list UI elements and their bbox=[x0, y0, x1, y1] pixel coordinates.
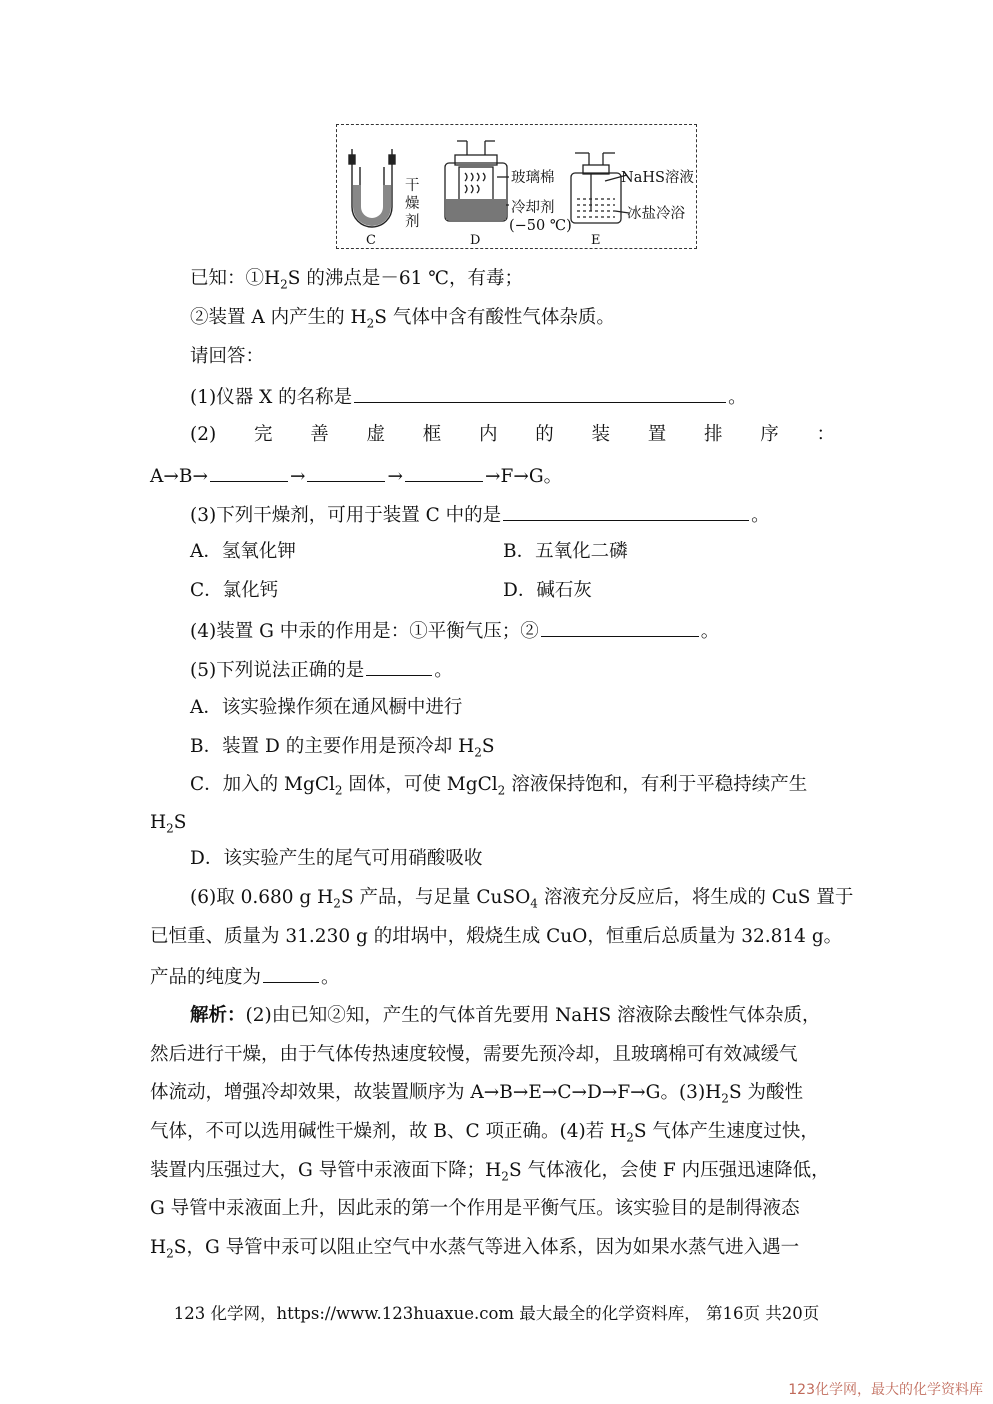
prompt: 请回答： bbox=[190, 346, 265, 367]
watermark: 123化学网，最大的化学资料库 bbox=[788, 1382, 983, 1398]
e-label-nahs: NaHS溶液 bbox=[621, 170, 694, 186]
q5-option-b: B．装置 D 的主要作用是预冷却 $H_2S$ bbox=[190, 736, 495, 760]
q5-option-c: C．加入的 MgCl$_2$ 固体，可使 MgCl$_2$ 溶液保持饱和，有利于平稳持续产生 bbox=[190, 774, 808, 798]
solution-line-5: 装置内压强过大，G 导管中汞液面下降；$H_2S$ 气体液化，会使 F 内压强迅速降低， bbox=[150, 1160, 830, 1184]
coolant-fill bbox=[446, 199, 506, 220]
solution-line-1: 解析：(2)由已知②知，产生的气体首先要用 NaHS 溶液除去酸性气体杂质， bbox=[190, 1005, 821, 1026]
solution-line-7: $H_2S$，G 导管中汞可以阻止空气中水蒸气等进入体系，因为如果水蒸气进入遇一 bbox=[150, 1237, 800, 1261]
c-side-label: 干燥剂 bbox=[405, 178, 420, 230]
question-4: (4)装置 G 中汞的作用是：①平衡气压；② 。 bbox=[190, 618, 719, 644]
e-label-ice-bath: 冰盐冷浴 bbox=[627, 206, 685, 222]
label-e: E bbox=[591, 233, 601, 248]
bottle-e bbox=[571, 153, 629, 223]
question-6-line-3: 产品的纯度为 。 bbox=[150, 964, 340, 990]
answer-blank bbox=[354, 384, 726, 403]
desiccant-fill bbox=[353, 185, 391, 226]
question-1: (1)仪器 X 的名称是 。 bbox=[190, 384, 747, 410]
answer-blank bbox=[366, 657, 432, 676]
question-2-sequence: A→B→ → → →F→G。 bbox=[150, 463, 562, 489]
question-6-line-1: (6)取 0.680 g $H_2S$ 产品，与足量 CuSO$_4$ 溶液充分反应后，将生成的 CuS 置于 bbox=[190, 887, 854, 911]
solution-line-4: 气体，不可以选用碱性干燥剂，故 B、C 项正确。(4)若 $H_2S$ 气体产生速度过快， bbox=[150, 1121, 819, 1145]
question-5: (5)下列说法正确的是 。 bbox=[190, 657, 453, 683]
solution-line-3: 体流动，增强冷却效果，故装置顺序为 A→B→E→C→D→F→G。$(3)H_2S$ 为酸性 bbox=[150, 1082, 803, 1106]
answer-blank bbox=[541, 618, 699, 637]
q3-option-a: A．氢氧化钾 bbox=[190, 541, 296, 562]
question-3: (3)下列干燥剂，可用于装置 C 中的是 。 bbox=[190, 502, 770, 528]
known-2: ②装置 A 内产生的 $H_2S$ 气体中含有酸性气体杂质。 bbox=[190, 307, 615, 331]
page-footer: 123 化学网，https://www.123huaxue.com 最大最全的化学资料库， 第16页 共20页 bbox=[173, 1304, 820, 1323]
answer-blank bbox=[307, 463, 385, 482]
question-6-line-2: 已恒重、质量为 31.230 g 的坩埚中，煅烧生成 CuO，恒重后总质量为 32.814 g。 bbox=[150, 926, 843, 947]
answer-blank bbox=[210, 463, 288, 482]
q5-option-d: D．该实验产生的尾气可用硝酸吸收 bbox=[190, 848, 483, 869]
d-label-coolant: 冷却剂 bbox=[511, 200, 555, 216]
q3-option-b: B．五氧化二磷 bbox=[503, 541, 628, 562]
q3-option-c: C．氯化钙 bbox=[190, 580, 279, 601]
label-c: C bbox=[366, 233, 376, 248]
q5-option-a: A．该实验操作须在通风橱中进行 bbox=[190, 697, 463, 718]
answer-blank bbox=[405, 463, 483, 482]
label-d: D bbox=[470, 233, 481, 248]
answer-blank bbox=[503, 502, 749, 521]
solution-line-6: G 导管中汞液面上升，因此汞的第一个作用是平衡气压。该实验目的是制得液态 bbox=[150, 1198, 800, 1219]
d-label-glass-wool: 玻璃棉 bbox=[511, 170, 555, 186]
known-1: 已知：$①H_2S$ 的沸点是－61 ℃，有毒； bbox=[190, 268, 523, 292]
q5-option-c-cont: $H_2S$ bbox=[150, 812, 187, 836]
solution-line-2: 然后进行干燥，由于气体传热速度较慢，需要先预冷却，且玻璃棉可有效减缓气 bbox=[150, 1044, 798, 1065]
apparatus-figure bbox=[336, 124, 697, 249]
question-2: (2) 完 善 虚 框 内 的 装 置 排 序 ： bbox=[190, 424, 835, 445]
answer-blank bbox=[263, 964, 319, 983]
d-label-temp: (−50 ℃) bbox=[509, 218, 572, 234]
q3-option-d: D．碱石灰 bbox=[503, 580, 592, 601]
